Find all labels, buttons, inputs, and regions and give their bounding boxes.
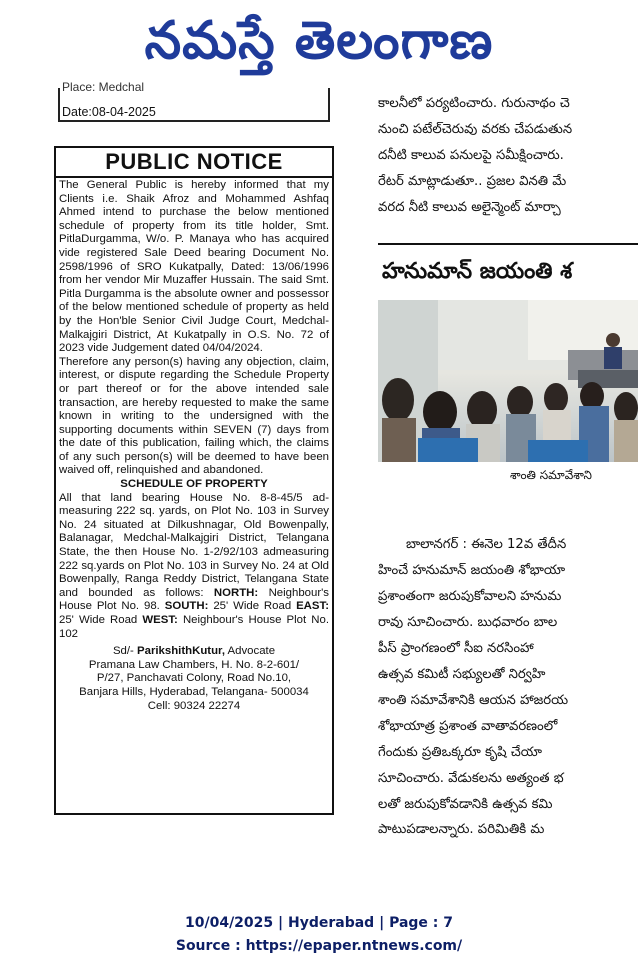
photo-caption: శాంతి సమావేశాని (510, 468, 592, 482)
telugu-top-line-3: దనీటి కాలువ పనులపై సమీక్షించారు. (378, 148, 564, 163)
north-value: Neighbour's House Plot No. 98. (59, 586, 330, 613)
story-line-9: గేందుకు ప్రతిఒక్కరూ కృషి చేయా (378, 745, 542, 760)
footer-source: Source : https://epaper.ntnews.com/ (175, 938, 463, 954)
schedule-description: All that land bearing House No. 8-8-45/5 ad-measuring 222 sq. yards, on Plot No. 103 in Survey No. 24 situated at Dilkushnagar, Old Bowenpally, Balanagar, Medchal-Malkajgiri District, Telangana State, the then House No. 1-2/92/103 admeasuring 222 sq.yards on Plot No. 103 in Survey No. 24 at Old Bowenpally, Ranga Reddy District, Telangana State and bounded as follows: (59, 491, 329, 599)
cell-number: Cell: 90324 22274 (147, 699, 241, 712)
story-line-7: శాంతి సమావేశానికి ఆయన హాజరయ (378, 693, 569, 708)
signature-prefix: Sd/- (112, 645, 134, 658)
previous-notice-place: Place: Medchal (62, 80, 145, 94)
advocate-role: Advocate (227, 645, 276, 658)
story-line-11: లతో జరుపుకోవడానికి ఉత్సవ కమి (378, 797, 553, 812)
public-notice-box (54, 146, 334, 815)
story-line-1: బాలానగర్ : ఈనెల 12వ తేదీన (406, 537, 567, 552)
story-line-3: ప్రశాంతంగా జరుపుకోవాలని హనుమ (378, 589, 562, 604)
story-line-2: హించే హనుమాన్ జయంతి శోభాయా (378, 563, 566, 578)
east-value: 25' Wide Road (59, 614, 138, 626)
meeting-photo-illustration (378, 300, 638, 462)
south-label: SOUTH: (164, 600, 209, 613)
newspaper-title: నమస్తే తెలంగాణ (144, 11, 494, 71)
masthead (0, 0, 638, 88)
address-line-3: Banjara Hills, Hyderabad, Telangana- 500034 (79, 685, 309, 698)
signature-line (59, 645, 329, 659)
notice-paragraph-1: The General Public is hereby informed that my Clients i.e. Shaik Afroz and Mohammed Ashfaq Ahmed intend to purchase the below mentioned schedule of property from its title holder, Smt. PitlaDurgamma, W/o. P. Manaya who has acquired vide registered Sale Deed bearing Document No. 2598/1996 of SRO Kukatpally, Dated: 13/06/1996 from her vendor Mir Muzaffer Hussain. The said Smt. Pitla Durgamma is the absolute owner and possessor of the below mentioned schedule of property as held by the Hon'ble Senior Civil Judge Court, Medchal-Malkajgiri District, At Kukatpally in O.S. No. 72 of 2023 vide Judgement dated 04/04/2024. (59, 179, 329, 355)
west-label: WEST: (142, 614, 178, 626)
telugu-top-line-1: కాలనీలో పర్యటించారు. గురునాథం చె (378, 96, 570, 111)
address-line-2: P/27, Panchavati Colony, Road No.10, (96, 672, 292, 685)
previous-notice-fragment (58, 80, 330, 122)
west-value: Neighbour's House Plot No. 102 (59, 614, 330, 640)
article-divider (378, 243, 638, 245)
public-notice-body (59, 179, 329, 713)
story-line-8: శోభాయాత్ర ప్రశాంత వాతావరణంలో (378, 719, 558, 734)
story-line-5: పీస్ ప్రాంగణంలో సీఐ నరసింహా (378, 641, 534, 656)
advocate-name: ParikshithKutur, (137, 645, 225, 658)
meeting-photo (378, 300, 638, 462)
story-line-12: పాటుపడాలన్నారు. పరిమితికి మ (378, 822, 545, 837)
notice-paragraph-2: Therefore any person(s) having any objection, claim, interest, or dispute regarding the Schedule Property or part thereof or for the above intended sale transaction, are hereby requested to make the same known in writing to the undersigned with the supporting documents within SEVEN (7) days from the date of this publication, failing which, the claims of any such person(s) will be deemed to have been waived off, relinquished and abandoned. (59, 355, 329, 477)
telugu-top-line-4: రేటర్ మాట్లాడుతూ.. ప్రజల వినతి మే (378, 174, 567, 189)
south-value: 25' Wide Road (213, 600, 292, 613)
telugu-top-line-5: వరద నీటి కాలువ అలైన్మెంట్ మార్చా (378, 200, 561, 215)
story-headline: హనుమాన్ జయంతి శ (382, 259, 573, 284)
east-label: EAST: (296, 600, 329, 613)
telugu-top-line-2: నుంచి పటేల్‌చెరువు వరకు చేపడుతున (378, 122, 573, 137)
address-line-1: Pramana Law Chambers, H. No. 8-2-601/ (88, 658, 300, 671)
schedule-text (59, 492, 329, 642)
footer-date-page: 10/04/2025 | Hyderabad | Page : 7 (184, 915, 454, 931)
story-line-6: ఉత్సవ కమిటీ సభ్యులతో నిర్వహి (378, 667, 546, 682)
story-line-10: సూచించారు. వేడుకలను అత్యంత భ (378, 771, 564, 786)
schedule-title: SCHEDULE OF PROPERTY (120, 478, 268, 491)
story-line-4: రావు సూచించారు. బుధవారం బాల (378, 615, 558, 630)
previous-notice-date: Date:08-04-2025 (62, 105, 156, 119)
public-notice-title: PUBLIC NOTICE (56, 148, 332, 178)
north-label: NORTH: (213, 586, 259, 599)
